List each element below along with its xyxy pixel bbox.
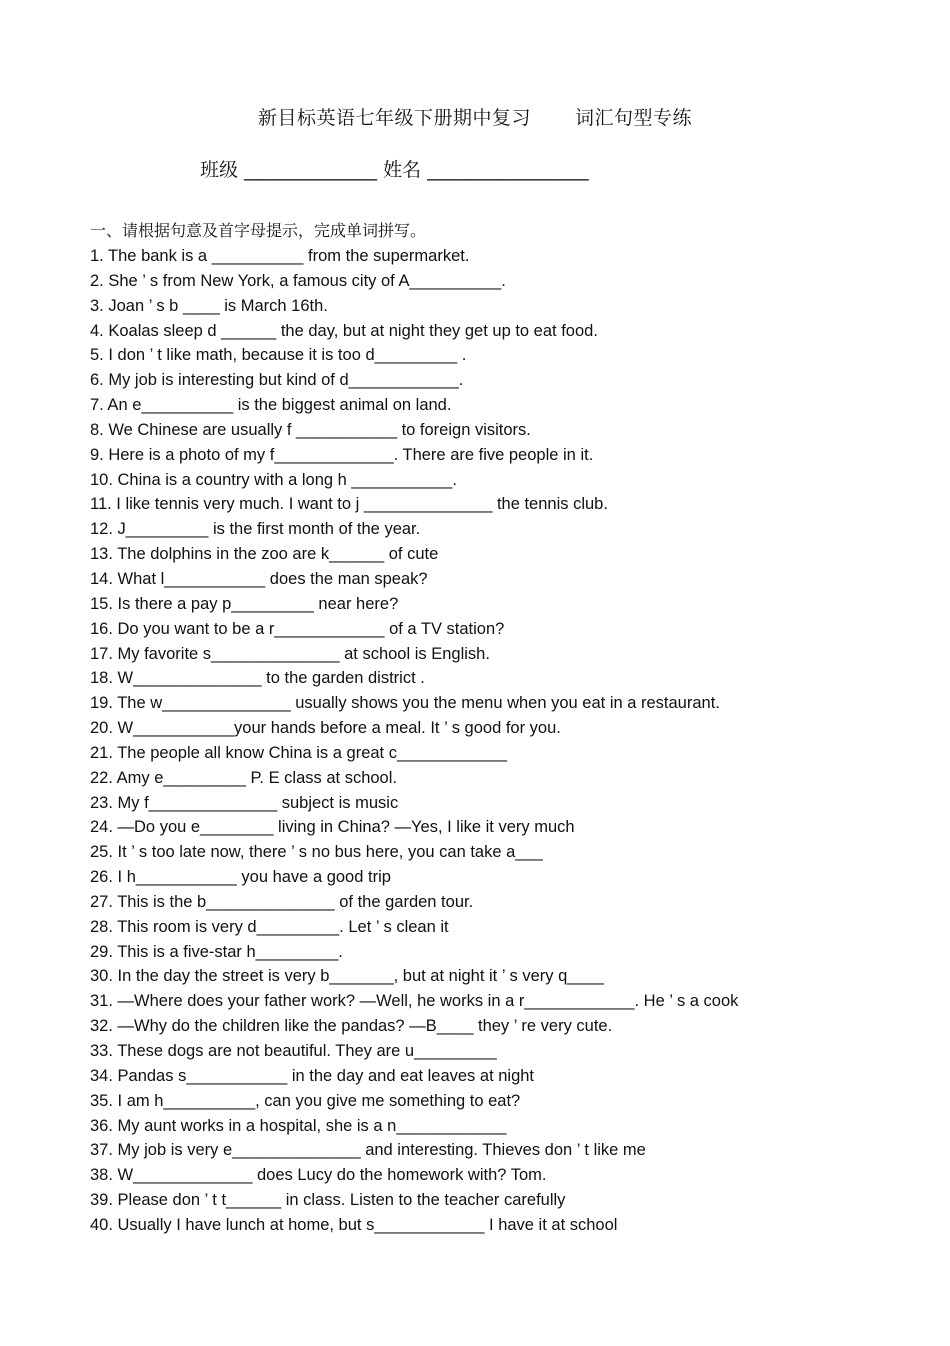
exercise-item: 28. This room is very d_________. Let ’ s clean it [90, 917, 449, 936]
exercise-item: 15. Is there a pay p_________ near here? [90, 594, 399, 613]
exercise-item: 19. The w______________ usually shows you the menu when you eat in a restaurant. [90, 694, 720, 713]
exercise-item: 4. Koalas sleep d ______ the day, but at night they get up to eat food. [90, 321, 598, 340]
exercise-item: 37. My job is very e______________ and interesting. Thieves don ’ t like me [90, 1141, 646, 1160]
exercise-item: 22. Amy e_________ P. E class at school. [90, 768, 397, 787]
title-main: 新目标英语七年级下册期中复习 [257, 107, 531, 129]
student-info-line: 班级 ______________ 姓名 _________________ [200, 159, 589, 181]
exercise-item: 36. My aunt works in a hospital, she is a n____________ [90, 1116, 507, 1135]
exercise-item: 8. We Chinese are usually f ___________ to foreign visitors. [90, 420, 531, 439]
exercise-item: 12. J_________ is the first month of the year. [90, 520, 421, 539]
exercise-item: 21. The people all know China is a great c____________ [90, 743, 508, 762]
exercise-item: 11. I like tennis very much. I want to j ______________ the tennis club. [90, 495, 608, 514]
exercise-item: 6. My job is interesting but kind of d____________. [90, 371, 464, 390]
exercise-item: 16. Do you want to be a r____________ of a TV station? [90, 619, 505, 638]
exercise-item: 17. My favorite s______________ at school is English. [90, 644, 490, 663]
exercise-item: 32. —Why do the children like the pandas? —B____ they ’ re very cute. [90, 1017, 613, 1036]
page-title [0, 103, 950, 130]
exercise-item: 30. In the day the street is very b_______, but at night it ’ s very q____ [90, 967, 604, 986]
exercise-item: 38. W_____________ does Lucy do the homework with? Tom. [90, 1166, 547, 1185]
exercise-item: 2. She ’ s from New York, a famous city of A__________. [90, 271, 506, 290]
exercise-item: 20. W___________your hands before a meal. It ’ s good for you. [90, 719, 561, 738]
exercise-item: 40. Usually I have lunch at home, but s____________ I have it at school [90, 1215, 618, 1234]
exercise-item: 33. These dogs are not beautiful. They are u_________ [90, 1042, 497, 1060]
exercise-item: 1. The bank is a __________ from the supermarket. [90, 247, 470, 265]
exercise-item: 10. China is a country with a long h ___________. [90, 470, 457, 489]
exercise-item: 5. I don ’ t like math, because it is too d_________ . [90, 346, 467, 365]
exercise-item: 18. W______________ to the garden district . [90, 669, 425, 688]
exercise-list [90, 244, 910, 1238]
exercise-item: 34. Pandas s___________ in the day and eat leaves at night [90, 1066, 535, 1085]
exercise-item: 13. The dolphins in the zoo are k______ of cute [90, 545, 439, 564]
exercise-item: 39. Please don ’ t t______ in class. Listen to the teacher carefully [90, 1191, 566, 1210]
exercise-item: 23. My f______________ subject is music [90, 793, 399, 812]
exercise-item: 31. —Where does your father work? —Well, he works in a r____________. He ’ s a cook [90, 992, 739, 1011]
exercise-item: 9. Here is a photo of my f_____________. There are five people in it. [90, 445, 594, 464]
exercise-item: 14. What l___________ does the man speak? [90, 569, 428, 588]
exercise-item: 7. An e__________ is the biggest animal on land. [90, 396, 452, 415]
exercise-item: 25. It ’ s too late now, there ’ s no bus here, you can take a___ [90, 843, 543, 862]
exercise-item: 35. I am h__________, can you give me something to eat? [90, 1091, 521, 1110]
section-heading: 一、请根据句意及首字母提示，完成单词拼写。 [90, 221, 427, 240]
exercise-item: 29. This is a five-star h_________. [90, 942, 343, 961]
exercise-item: 3. Joan ’ s b ____ is March 16th. [90, 296, 328, 315]
exercise-item: 26. I h___________ you have a good trip [90, 868, 391, 887]
exercise-item: 24. —Do you e________ living in China? —Yes, I like it very much [90, 818, 575, 837]
exercise-item: 27. This is the b______________ of the garden tour. [90, 892, 474, 911]
title-sub: 词汇句型专练 [575, 107, 693, 129]
